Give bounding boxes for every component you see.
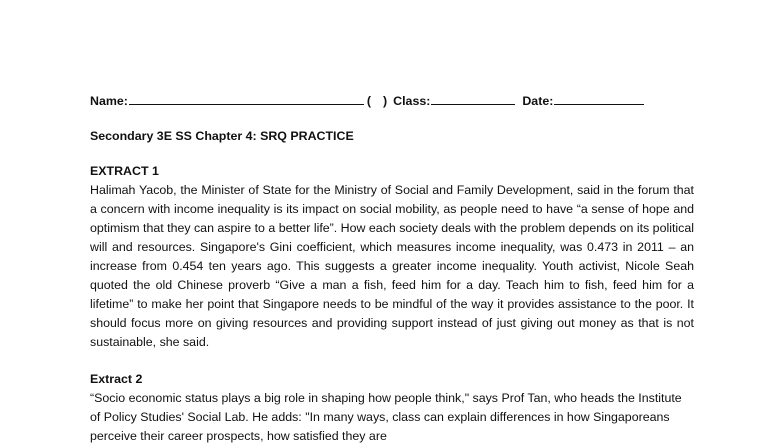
student-info-line xyxy=(90,92,694,111)
worksheet-title: Secondary 3E SS Chapter 4: SRQ PRACTICE xyxy=(90,129,354,143)
extract-1-title: EXTRACT 1 xyxy=(90,164,159,178)
extract-2-title: Extract 2 xyxy=(90,372,143,386)
extract-1-text: Halimah Yacob, the Minister of State for the Ministry of Social and Family Development, said in the forum that a concern with income inequality is its impact on social mobility, as people need to have “a sense of hope and optimism that they can aspire to a better life”. How each society deals with the problem depends on its political will and resources. Singapore's Gini coefficient, which measures income inequality, was 0.473 in 2011 – an increase from 0.454 ten years ago. This suggests a greater income inequality. Youth activist, Nicole Seah quoted the old Chinese proverb “Give a man a fish, feed him for a day. Teach him to fish, feed him for a lifetime” to make her point that Singapore needs to be mindful of the way it provides assistance to the poor. It should focus more on giving resources and providing support instead of just giving out money as that is not sustainable, she said. xyxy=(90,183,695,349)
document-content xyxy=(90,92,694,446)
extract-2-text: “Socio economic status plays a big role in shaping how people think," says Prof Tan, who heads the Institute of Policy Studies' Social Lab. He adds: "In many ways, class can explain differences in how Singaporeans perceive their career prospects, how satisfied they are xyxy=(90,391,682,443)
class-blank[interactable] xyxy=(431,92,515,105)
date-label: Date: xyxy=(522,94,554,108)
name-label: Name: xyxy=(90,94,128,108)
class-label: Class: xyxy=(393,94,431,108)
date-blank[interactable] xyxy=(554,92,644,105)
paren-open: ( xyxy=(366,94,372,108)
name-blank[interactable] xyxy=(129,92,364,105)
paren-close: ) xyxy=(383,94,388,108)
